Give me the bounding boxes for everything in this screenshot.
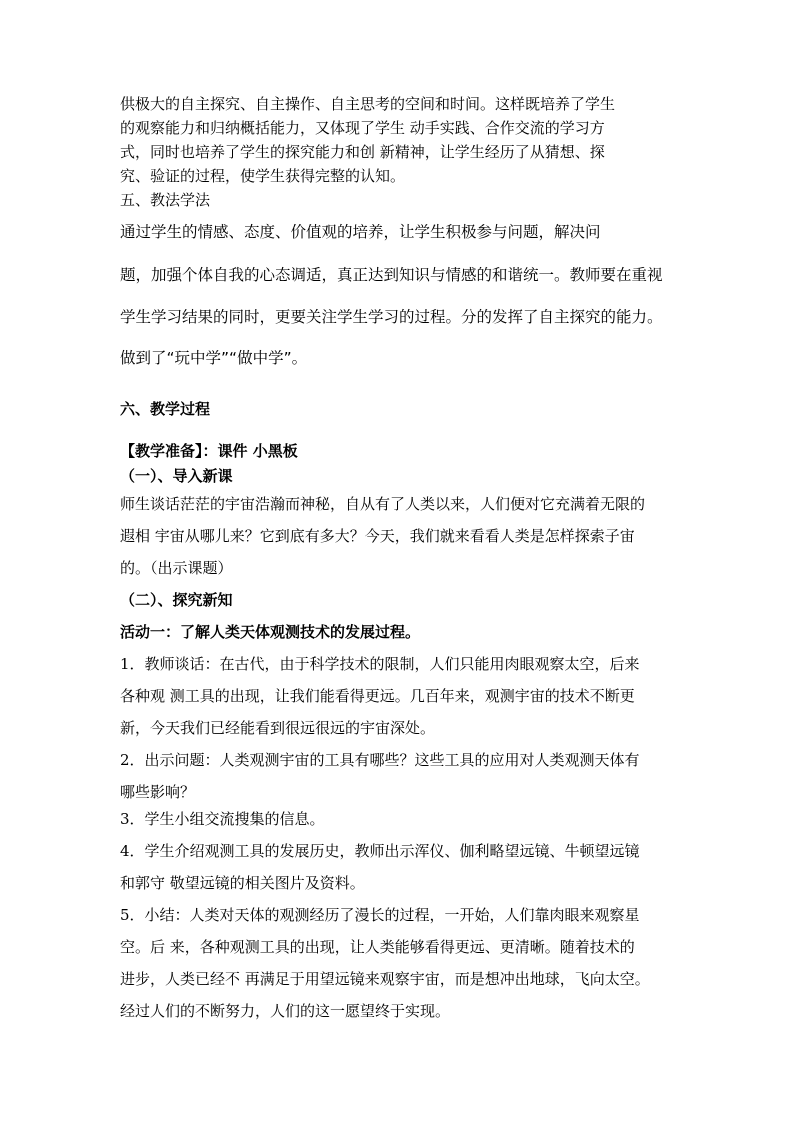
- intro-line: 的观察能力和归纳概括能力，又体现了学生 动手实践、合作交流的学习方: [120, 119, 605, 137]
- section-five-line: 做到了“玩中学”“做中学”。: [120, 349, 308, 367]
- intro-line: 供极大的自主探究、自主操作、自主思考的空间和时间。这样既培养了学生: [120, 95, 616, 113]
- part-two-line: 新，今天我们已经能看到很远很远的宇宙深处。: [120, 719, 436, 737]
- part-two-line: 1．教师谈话：在古代，由于科学技术的限制，人们只能用肉眼观察太空，后来: [120, 655, 640, 673]
- section-five-heading: 五、教法学法: [120, 191, 211, 209]
- section-five-line: 通过学生的情感、态度、价值观的培养，让学生积极参与问题，解决问: [120, 223, 601, 241]
- part-two-line: 哪些影响？: [120, 783, 196, 801]
- intro-line: 式，同时也培养了学生的探究能力和创 新精神，让学生经历了从猜想、探: [120, 143, 605, 161]
- part-one-line: 遐相 宇宙从哪儿来？它到底有多大？今天，我们就来看看人类是怎样探索子宙: [120, 527, 635, 545]
- part-two-line: 进步，人类已经不 再满足于用望远镜来观察宇宙，而是想冲出地球，飞向太空。: [120, 970, 650, 988]
- part-two-line: 经过人们的不断努力，人们的这一愿望终于实现。: [120, 1002, 451, 1020]
- section-five-line: 题，加强个体自我的心态调适，真正达到知识与情感的和谐统一。教师要在重视: [120, 266, 663, 284]
- part-one-line: 师生谈话茫茫的宇宙浩瀚而神秘，自从有了人类以来，人们便对它充满着无限的: [120, 495, 646, 513]
- part-two-line: 4．学生介绍观测工具的发展历史，教师出示浑仪、伽利略望远镜、牛顿望远镜: [120, 842, 640, 860]
- part-two-line: 2．出示问题：人类观测宇宙的工具有哪些？这些工具的应用对人类观测天体有: [120, 751, 640, 769]
- teaching-prep: 【教学准备】：课件 小黑板: [120, 442, 298, 460]
- part-one-line: 的。（出示课题）: [120, 559, 233, 577]
- activity-heading: 活动一：了解人类天体观测技术的发展过程。: [120, 623, 421, 641]
- part-two-line: 空。后 来，各种观测工具的出现，让人类能够看得更远、更清晰。随着技术的: [120, 938, 635, 956]
- intro-line: 究、验证的过程，使学生获得完整的认知。: [120, 167, 406, 185]
- part-one-heading: （一）、导入新课: [120, 467, 233, 485]
- part-two-line: 和郭守 敬望远镜的相关图片及资料。: [120, 874, 365, 892]
- section-six-heading: 六、教学过程: [120, 400, 211, 418]
- part-two-line: 3．学生小组交流搜集的信息。: [120, 810, 325, 828]
- part-two-heading: （二）、探究新知: [120, 591, 233, 609]
- part-two-line: 各种观 测工具的出现，让我们能看得更远。几百年来，观测宇宙的技术不断更: [120, 687, 635, 705]
- part-two-line: 5．小结：人类对天体的观测经历了漫长的过程，一开始，人们靠肉眼来观察星: [120, 906, 640, 924]
- section-five-line: 学生学习结果的同时，更要关注学生学习的过程。分的发挥了自主探究的能力。: [120, 308, 663, 326]
